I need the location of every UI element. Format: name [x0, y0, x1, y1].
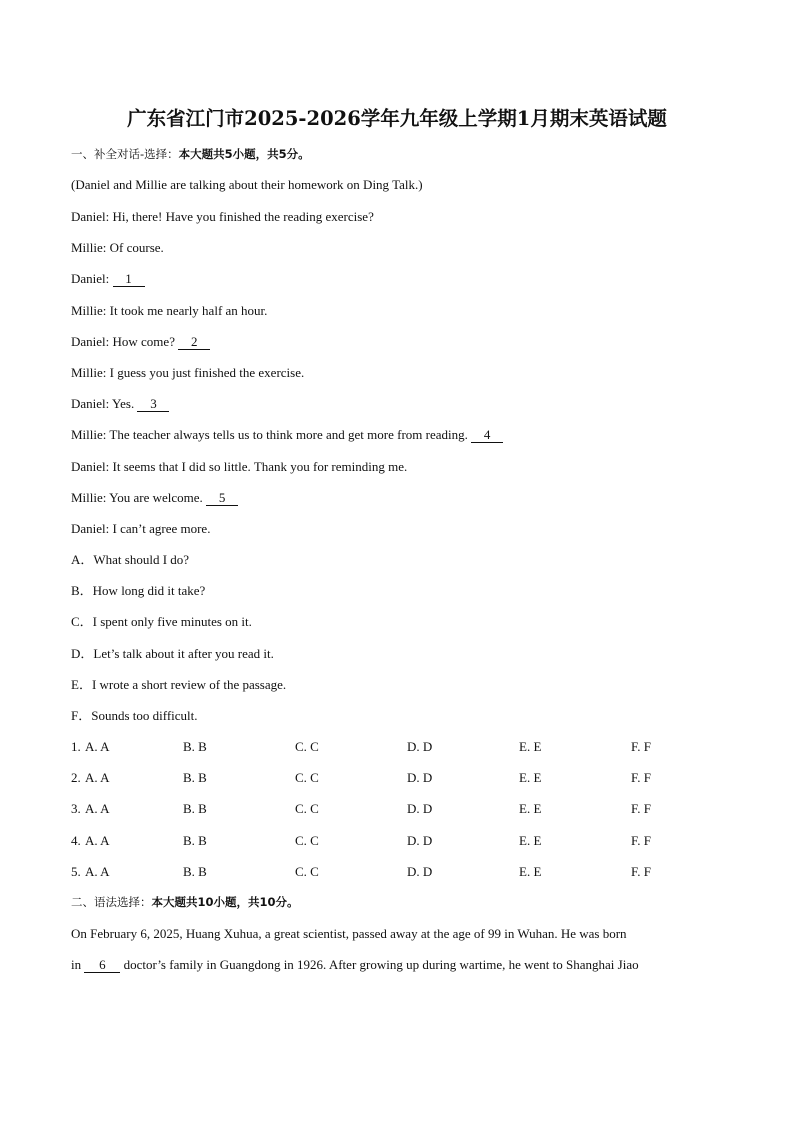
answer-option[interactable]: D. D: [407, 770, 433, 786]
answer-option[interactable]: C. C: [295, 739, 319, 754]
answer-option[interactable]: E. E: [519, 770, 542, 786]
dialogue-line: [71, 240, 164, 256]
answer-option[interactable]: F. F: [631, 801, 651, 817]
passage-line-1: On February 6, 2025, Huang Xuhua, a great scientist, passed away at the age of 99 in Wuhan. He was born: [71, 926, 627, 941]
answer-option[interactable]: F. F: [631, 832, 651, 848]
choice-option: D．Let’s talk about it after you read it.: [71, 645, 274, 661]
answer-option[interactable]: A. A: [85, 739, 110, 754]
section-1-heading: [71, 146, 310, 162]
dialogue-text: It seems that I did so little. Thank you for reminding me.: [112, 458, 408, 474]
answer-option[interactable]: C. C: [295, 832, 319, 848]
speaker-name: Daniel:: [71, 333, 110, 349]
question-number: 3.: [71, 801, 81, 817]
dialogue-line: [71, 459, 407, 475]
passage-line-2-rest: doctor’s family in Guangdong in 1926. After growing up during wartime, he went to Shanghai Jiao: [123, 957, 639, 972]
dialogue-text: I guess you just finished the exercise.: [109, 365, 305, 380]
dialogue-text: It took me nearly half an hour.: [109, 302, 268, 318]
section-2-heading: [71, 894, 299, 910]
section-1-heading-prefix: 一、补全对话-选择：: [71, 147, 179, 161]
answer-option[interactable]: D. D: [407, 832, 433, 848]
answer-option[interactable]: B. B: [183, 832, 207, 848]
answer-option[interactable]: A. A: [85, 770, 110, 786]
answer-option[interactable]: D. D: [407, 801, 433, 817]
speaker-name: Millie:: [71, 302, 107, 318]
speaker-name: Daniel:: [71, 209, 110, 224]
choice-option: B．How long did it take?: [71, 583, 206, 599]
blank-2[interactable]: 2: [178, 335, 210, 350]
dialogue-text: Of course.: [109, 240, 164, 256]
dialogue-line: [71, 521, 210, 537]
answer-option[interactable]: A. A: [85, 801, 110, 817]
answer-option[interactable]: C. C: [295, 770, 319, 786]
answer-option[interactable]: E. E: [519, 863, 542, 879]
speaker-name: Daniel:: [71, 271, 110, 287]
section-1-heading-bold: 本大题共5小题，共5分。: [178, 147, 310, 161]
section-2-heading-bold: 本大题共10小题，共10分。: [151, 895, 299, 909]
answer-option[interactable]: C. C: [295, 863, 319, 879]
blank-1[interactable]: 1: [113, 272, 145, 287]
answer-option[interactable]: B. B: [183, 770, 207, 786]
answer-option[interactable]: F. F: [631, 863, 651, 879]
answer-option[interactable]: E. E: [519, 739, 542, 754]
choice-option: A．What should I do?: [71, 552, 190, 567]
dialogue-text: The teacher always tells us to think more and get more from reading.: [109, 427, 468, 443]
blank-4[interactable]: 4: [471, 428, 503, 443]
dialogue-line: [71, 396, 169, 412]
answer-option[interactable]: E. E: [519, 832, 542, 848]
question-number: 1.: [71, 739, 81, 754]
dialogue-line: [71, 427, 503, 443]
answer-option[interactable]: D. D: [407, 739, 433, 754]
speaker-name: Millie:: [71, 365, 107, 380]
speaker-name: Millie:: [71, 240, 107, 256]
section-2-heading-prefix: 二、语法选择：: [71, 895, 152, 909]
speaker-name: Daniel:: [71, 458, 110, 474]
dialogue-text: I can’t agree more.: [112, 521, 211, 536]
answer-option[interactable]: B. B: [183, 739, 207, 754]
choice-option: F．Sounds too difficult.: [71, 708, 198, 723]
dialogue-line: [71, 365, 304, 381]
dialogue-line: [71, 271, 145, 287]
page-title: 广东省江门市2025-2026学年九年级上学期1月期末英语试题: [127, 107, 667, 130]
dialogue-line: [71, 209, 374, 225]
speaker-name: Millie:: [71, 489, 107, 505]
question-number: 5.: [71, 863, 81, 879]
passage-line-2: [71, 957, 639, 973]
choice-option: C．I spent only five minutes on it.: [71, 614, 252, 630]
dialogue-line: [71, 490, 238, 506]
passage-line-2-start: in: [71, 957, 82, 972]
answer-option[interactable]: F. F: [631, 739, 651, 754]
answer-option[interactable]: C. C: [295, 801, 319, 817]
speaker-name: Daniel:: [71, 521, 110, 536]
choice-option: E．I wrote a short review of the passage.: [71, 676, 287, 692]
blank-5[interactable]: 5: [206, 491, 238, 506]
dialogue-text: How come?: [112, 333, 175, 349]
answer-option[interactable]: B. B: [183, 801, 207, 817]
answer-option[interactable]: A. A: [85, 863, 110, 879]
answer-option[interactable]: B. B: [183, 863, 207, 879]
blank-3[interactable]: 3: [137, 397, 169, 412]
answer-option[interactable]: E. E: [519, 801, 542, 817]
answer-option[interactable]: F. F: [631, 770, 651, 786]
dialogue-intro: (Daniel and Millie are talking about their homework on Ding Talk.): [71, 177, 423, 192]
speaker-name: Millie:: [71, 427, 107, 443]
answer-option[interactable]: A. A: [85, 832, 110, 848]
speaker-name: Daniel:: [71, 396, 110, 412]
dialogue-line: [71, 303, 267, 319]
question-number: 2.: [71, 770, 81, 786]
dialogue-text: You are welcome.: [109, 489, 203, 505]
answer-option[interactable]: D. D: [407, 863, 433, 879]
dialogue-line: [71, 334, 210, 350]
dialogue-text: Yes.: [112, 396, 135, 412]
blank-6[interactable]: 6: [84, 958, 120, 973]
question-number: 4.: [71, 832, 81, 848]
dialogue-text: Hi, there! Have you finished the reading exercise?: [112, 209, 374, 224]
